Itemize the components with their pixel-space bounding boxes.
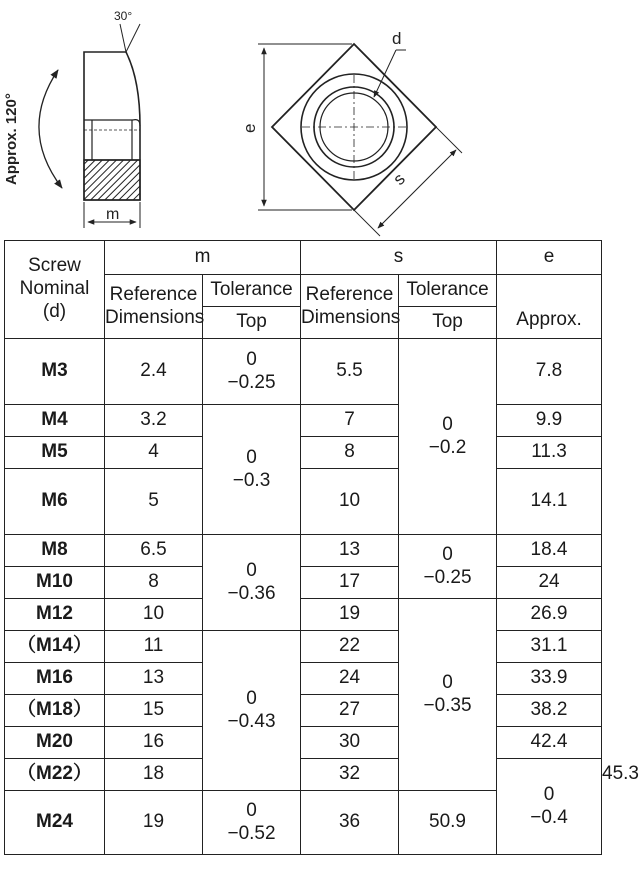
m-cell: 16 bbox=[105, 727, 203, 759]
header-s: s bbox=[301, 241, 497, 275]
nominal-cell: M3 bbox=[5, 339, 105, 405]
m-cell: 8 bbox=[105, 567, 203, 599]
s-cell: 8 bbox=[301, 437, 399, 469]
rotation-label: Approx. 120° bbox=[3, 93, 20, 185]
nominal-cell: （M14） bbox=[5, 631, 105, 663]
e-cell: 18.4 bbox=[497, 535, 602, 567]
tol-upper: 0 bbox=[543, 783, 555, 805]
nominal-cell: M12 bbox=[5, 599, 105, 631]
header-screw-line3: (d) bbox=[42, 300, 67, 322]
ref-label: Reference bbox=[305, 283, 394, 305]
m-cell: 19 bbox=[105, 791, 203, 855]
nominal-cell: M4 bbox=[5, 405, 105, 437]
side-view bbox=[39, 24, 140, 228]
s-cell: 24 bbox=[301, 663, 399, 695]
s-tolerance-cell bbox=[497, 759, 602, 855]
e-cell: 50.9 bbox=[399, 791, 497, 855]
table-row bbox=[5, 339, 602, 405]
s-tolerance-cell bbox=[399, 599, 497, 791]
s-tolerance-cell bbox=[399, 535, 497, 599]
header-m: m bbox=[105, 241, 301, 275]
tol-lower: −0.36 bbox=[227, 582, 276, 604]
table-row bbox=[5, 469, 602, 535]
s-cell: 19 bbox=[301, 599, 399, 631]
table-row bbox=[5, 599, 602, 631]
header-s-reference bbox=[301, 275, 399, 339]
m-tolerance-cell bbox=[203, 405, 301, 535]
header-m-top: Top bbox=[203, 307, 301, 339]
header-screw-nominal bbox=[5, 241, 105, 339]
table-row bbox=[5, 567, 602, 599]
m-tolerance-cell bbox=[203, 631, 301, 791]
s-cell: 27 bbox=[301, 695, 399, 727]
nominal-cell: （M22） bbox=[5, 759, 105, 791]
tol-upper: 0 bbox=[246, 446, 257, 468]
tol-lower: −0.25 bbox=[423, 566, 472, 588]
s-cell: 32 bbox=[301, 759, 399, 791]
m-cell: 15 bbox=[105, 695, 203, 727]
s-cell: 7 bbox=[301, 405, 399, 437]
e-cell: 42.4 bbox=[497, 727, 602, 759]
m-cell: 13 bbox=[105, 663, 203, 695]
table-row bbox=[5, 405, 602, 437]
s-cell: 10 bbox=[301, 469, 399, 535]
nominal-cell: M20 bbox=[5, 727, 105, 759]
tol-lower: −0.43 bbox=[227, 710, 276, 732]
e-dimension-label: e bbox=[240, 123, 259, 133]
s-cell: 30 bbox=[301, 727, 399, 759]
dim-label: Dimensions bbox=[105, 306, 205, 328]
header-screw-line2: Nominal bbox=[19, 278, 90, 300]
table-row bbox=[5, 535, 602, 567]
m-cell: 18 bbox=[105, 759, 203, 791]
header-s-tolerance: Tolerance bbox=[399, 275, 497, 307]
m-cell: 3.2 bbox=[105, 405, 203, 437]
nominal-cell: M6 bbox=[5, 469, 105, 535]
tol-lower: −0.25 bbox=[227, 371, 276, 393]
tol-lower: −0.35 bbox=[423, 694, 472, 716]
e-cell: 38.2 bbox=[497, 695, 602, 727]
table-row: （M22） 18 32 0 −0.4 45.3 bbox=[5, 759, 602, 791]
s-cell: 17 bbox=[301, 567, 399, 599]
m-dimension-label: m bbox=[106, 206, 120, 223]
ref-label: Reference bbox=[109, 283, 198, 305]
tol-lower: −0.52 bbox=[227, 822, 276, 844]
nominal-cell: M24 bbox=[5, 791, 105, 855]
table-row bbox=[5, 695, 602, 727]
nominal-cell: （M18） bbox=[5, 695, 105, 727]
m-cell: 2.4 bbox=[105, 339, 203, 405]
s-cell: 13 bbox=[301, 535, 399, 567]
nominal-cell: M5 bbox=[5, 437, 105, 469]
tol-upper: 0 bbox=[246, 559, 257, 581]
m-cell: 10 bbox=[105, 599, 203, 631]
tol-upper: 0 bbox=[442, 543, 453, 565]
tol-lower: −0.2 bbox=[428, 436, 467, 458]
m-tolerance-cell bbox=[203, 791, 301, 855]
e-cell: 14.1 bbox=[497, 469, 602, 535]
nominal-cell: M16 bbox=[5, 663, 105, 695]
header-m-reference bbox=[105, 275, 203, 339]
s-cell: 5.5 bbox=[301, 339, 399, 405]
s-dimension-label: s bbox=[389, 169, 409, 189]
e-cell: 24 bbox=[497, 567, 602, 599]
tol-upper: 0 bbox=[246, 348, 257, 370]
nominal-cell: M10 bbox=[5, 567, 105, 599]
m-cell: 11 bbox=[105, 631, 203, 663]
e-cell: 33.9 bbox=[497, 663, 602, 695]
tol-lower: −0.4 bbox=[530, 806, 568, 828]
s-cell: 22 bbox=[301, 631, 399, 663]
tol-lower: −0.3 bbox=[232, 469, 271, 491]
header-e-approx: Approx. bbox=[497, 275, 602, 339]
header-e: e bbox=[497, 241, 602, 275]
table-row bbox=[5, 727, 602, 759]
m-cell: 6.5 bbox=[105, 535, 203, 567]
square-nut-drawing bbox=[0, 0, 605, 240]
e-cell: 11.3 bbox=[497, 437, 602, 469]
nominal-cell: M8 bbox=[5, 535, 105, 567]
header-s-top: Top bbox=[399, 307, 497, 339]
m-tolerance-cell bbox=[203, 535, 301, 631]
s-cell: 36 bbox=[301, 791, 399, 855]
angle-label: 30° bbox=[114, 9, 133, 23]
e-cell: 7.8 bbox=[497, 339, 602, 405]
e-cell: 26.9 bbox=[497, 599, 602, 631]
tol-upper: 0 bbox=[246, 687, 257, 709]
header-screw-line1: Screw bbox=[28, 255, 81, 277]
tol-upper: 0 bbox=[442, 671, 453, 693]
m-tolerance-cell bbox=[203, 339, 301, 405]
e-cell: 9.9 bbox=[497, 405, 602, 437]
dim-label: Dimensions bbox=[301, 306, 401, 328]
m-cell: 4 bbox=[105, 437, 203, 469]
front-view bbox=[258, 44, 462, 236]
table-row bbox=[5, 437, 602, 469]
tol-upper: 0 bbox=[442, 413, 453, 435]
e-cell: 31.1 bbox=[497, 631, 602, 663]
m-cell: 5 bbox=[105, 469, 203, 535]
header-m-tolerance: Tolerance bbox=[203, 275, 301, 307]
tol-upper: 0 bbox=[246, 799, 257, 821]
d-dimension-label: d bbox=[392, 29, 402, 48]
table-row bbox=[5, 663, 602, 695]
table-row bbox=[5, 631, 602, 663]
dimension-table bbox=[4, 240, 639, 855]
s-tolerance-cell bbox=[399, 339, 497, 535]
